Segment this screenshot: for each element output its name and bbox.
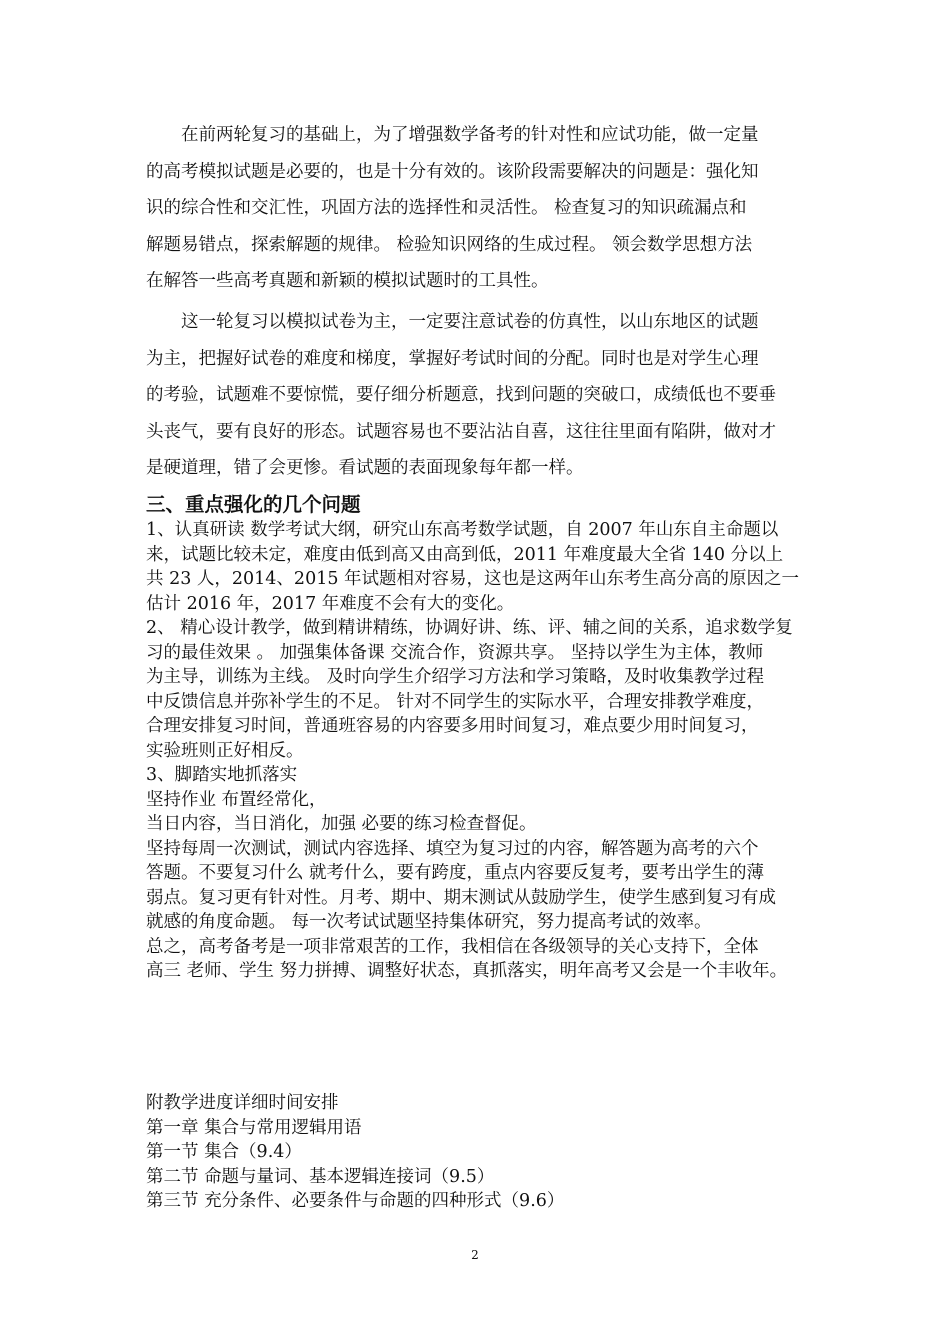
text-line: 的高考模拟试题是必要的，也是十分有效的。该阶段需要解决的问题是：强化知 <box>146 161 759 182</box>
text-line: 解题易错点，探索解题的规律。 检验知识网络的生成过程。 领会数学思想方法 <box>146 234 753 255</box>
text-line: 总之，高考备考是一项非常艰苦的工作，我相信在各级领导的关心支持下，全体 <box>146 936 759 957</box>
text-line: 习的最佳效果 。 加强集体备课 交流合作，资源共享。 坚持以学生为主体，教师 <box>146 642 764 663</box>
schedule-list <box>146 1091 818 1214</box>
key-points-list <box>146 518 818 984</box>
text-line: 第三节 充分条件、必要条件与命题的四种形式（9.6） <box>146 1191 565 1211</box>
text-line: 的考验，试题难不要惊慌，要仔细分析题意，找到问题的突破口，成绩低也不要垂 <box>146 385 776 405</box>
section-heading: 三、重点强化的几个问题 <box>146 493 361 516</box>
text-line: 是硬道理，错了会更惨。看试题的表面现象每年都一样。 <box>146 458 584 478</box>
text-line: 当日内容，当日消化，加强 必要的练习检查督促。 <box>146 814 537 834</box>
text-line: 为主，把握好试卷的难度和梯度，掌握好考试时间的分配。同时也是对学生心理 <box>146 348 759 369</box>
text-line: 头丧气，要有良好的形态。试题容易也不要沾沾自喜，这往往里面有陷阱，做对才 <box>146 421 776 442</box>
text-line: 合理安排复习时间，普通班容易的内容要多用时间复习，难点要少用时间复习， <box>146 716 759 736</box>
text-line: 为主导，训练为主线。 及时向学生介绍学习方法和学习策略，及时收集教学过程 <box>146 667 765 687</box>
text-line: 在前两轮复习的基础上，为了增强数学备考的针对性和应试功能，做一定量 <box>181 125 759 145</box>
text-line: 共 23 人，2014、2015 年试题相对容易，这也是这两年山东考生高分高的原因之一 <box>146 569 800 589</box>
text-line: 答题。不要复习什么 就考什么，要有跨度，重点内容要反复考，要考出学生的薄 <box>146 863 765 883</box>
text-line: 1、认真研读 数学考试大纲，研究山东高考数学试题，自 2007 年山东自主命题以 <box>146 520 779 540</box>
text-line: 估计 2016 年，2017 年难度不会有大的变化。 <box>146 593 515 614</box>
paragraph-review-purpose <box>146 117 808 300</box>
text-line: 坚持作业 布置经常化， <box>146 789 327 810</box>
text-line: 这一轮复习以模拟试卷为主，一定要注意试卷的仿真性，以山东地区的试题 <box>181 312 759 332</box>
text-line: 第一章 集合与常用逻辑用语 <box>146 1117 362 1138</box>
text-line: 实验班则正好相反。 <box>146 740 304 761</box>
text-line: 弱点。复习更有针对性。月考、期中、期末测试从鼓励学生，使学生感到复习有成 <box>146 887 776 908</box>
text-line: 高三 老师、学生 努力拼搏、调整好状态，真抓落实，明年高考又会是一个丰收年。 <box>146 961 788 981</box>
text-line: 第一节 集合（9.4） <box>146 1142 302 1162</box>
text-line: 附教学进度详细时间安排 <box>146 1093 339 1113</box>
text-line: 3、脚踏实地抓落实 <box>146 765 298 785</box>
text-line: 就感的角度命题。 每一次考试试题坚持集体研究，努力提高考试的效率。 <box>146 912 712 932</box>
text-line: 2、 精心设计教学，做到精讲精练，协调好讲、练、评、辅之间的关系，追求数学复 <box>146 618 793 638</box>
text-line: 来，试题比较未定，难度由低到高又由高到低，2011 年难度最大全省 140 分以上 <box>146 544 784 565</box>
text-line: 在解答一些高考真题和新颖的模拟试题时的工具性。 <box>146 271 549 291</box>
text-line: 坚持每周一次测试，测试内容选择、填空为复习过的内容，解答题为高考的六个 <box>146 838 759 859</box>
text-line: 识的综合性和交汇性，巩固方法的选择性和灵活性。 检查复习的知识疏漏点和 <box>146 198 747 218</box>
paragraph-mock-exams <box>146 304 808 487</box>
text-line: 中反馈信息并弥补学生的不足。 针对不同学生的实际水平，合理安排教学难度， <box>146 691 765 712</box>
text-line: 第二节 命题与量词、基本逻辑连接词（9.5） <box>146 1166 495 1187</box>
page-number: 2 <box>471 1248 479 1262</box>
